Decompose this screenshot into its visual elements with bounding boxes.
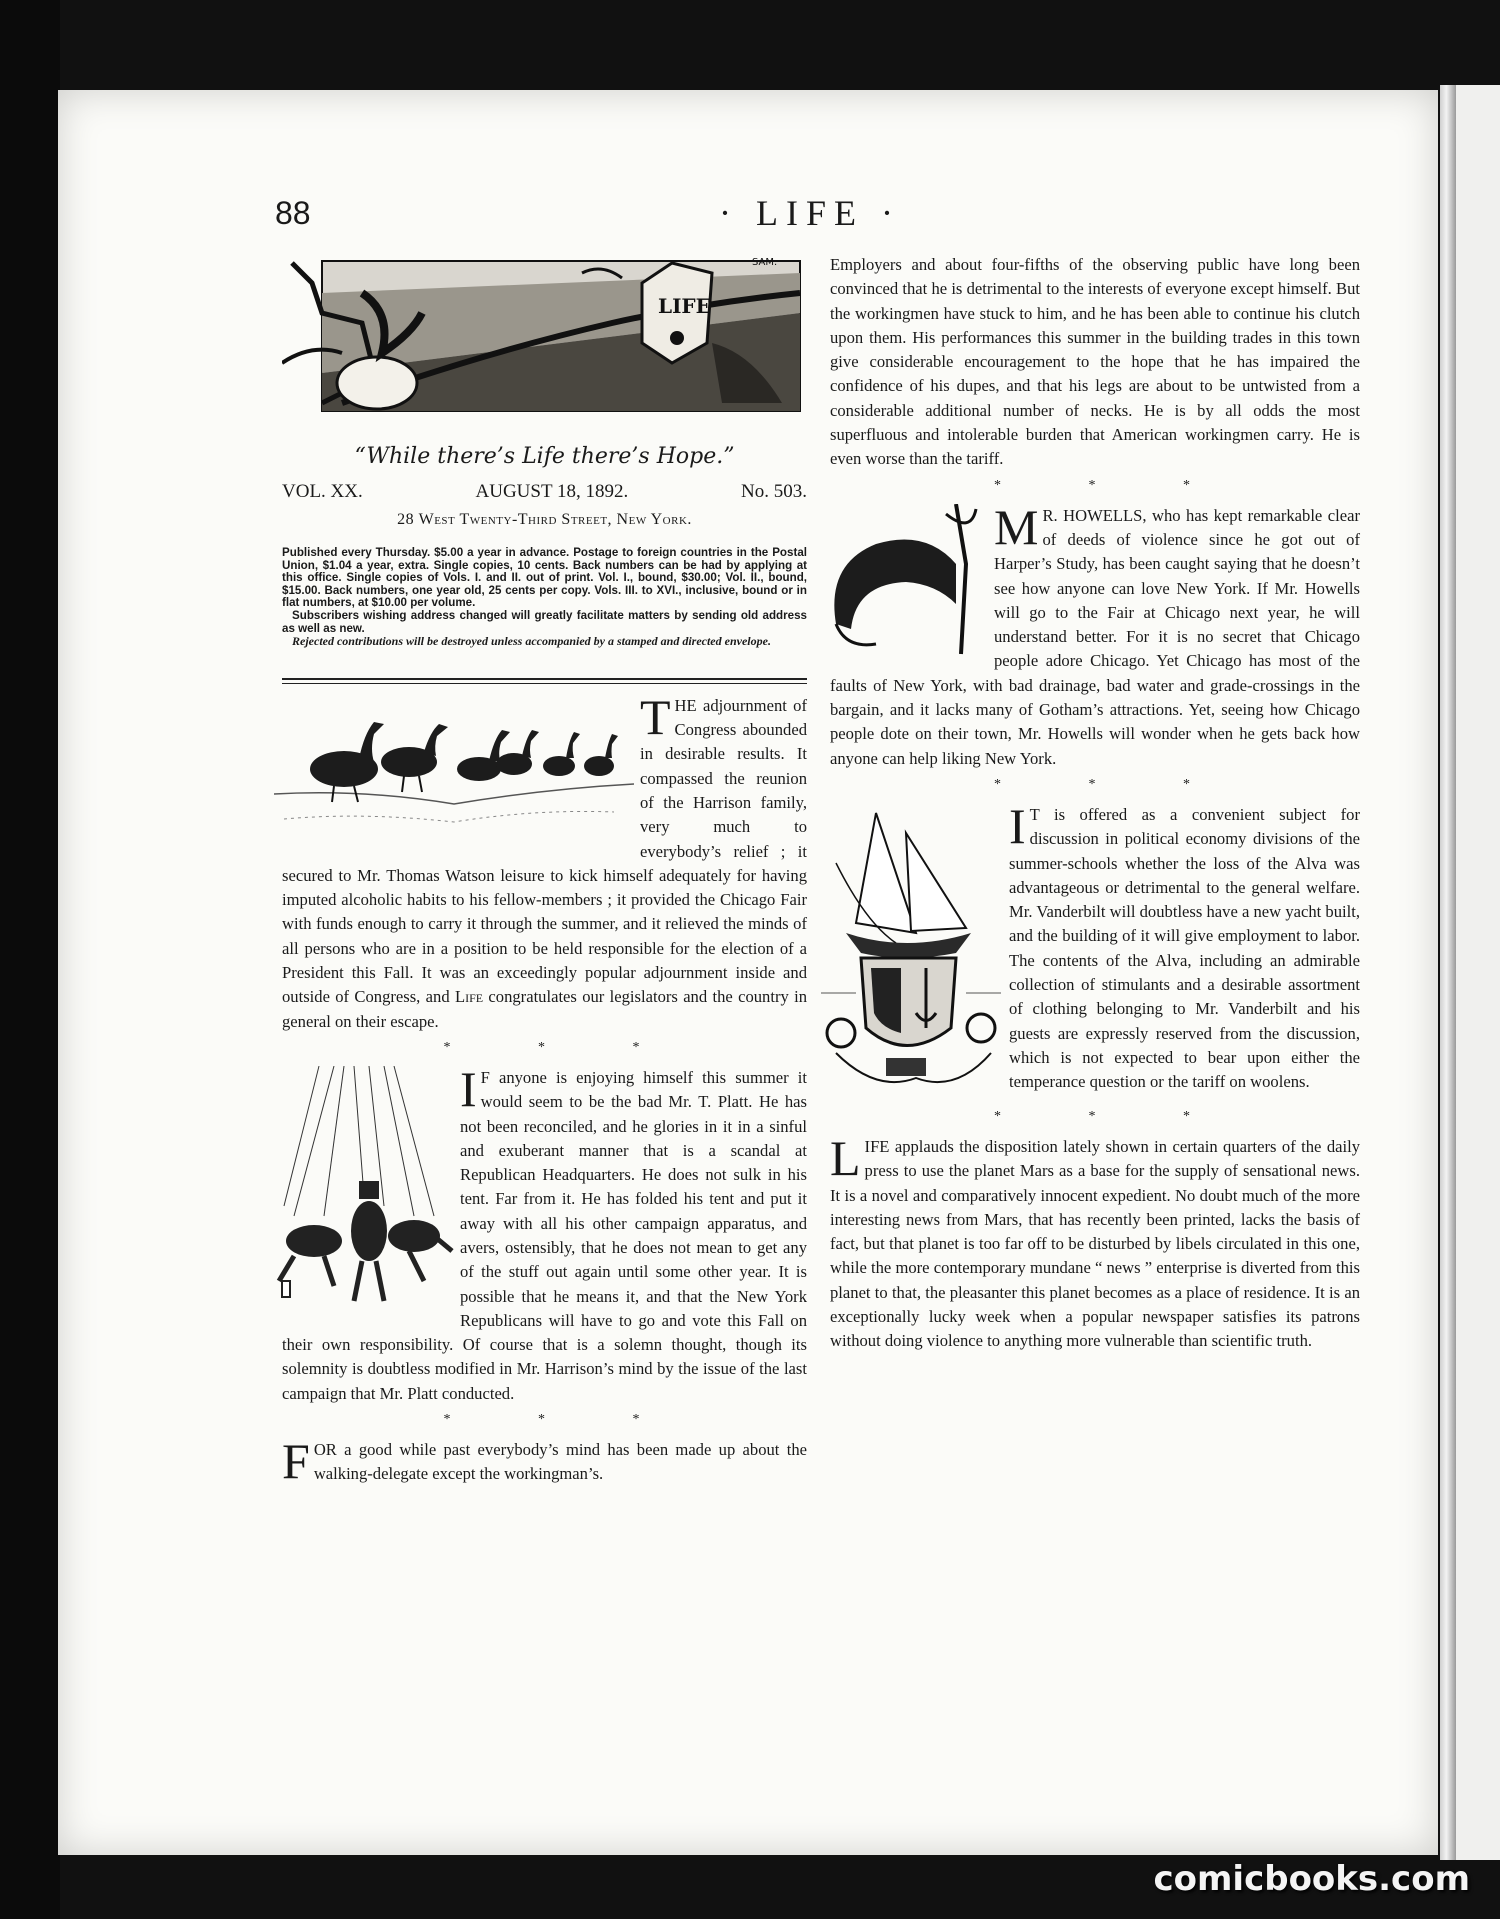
publication-terms: Published every Thursday. $5.00 a year in advance. Postage to foreign countries in the Postal Union, $1.04 a year, extra. Single copies, 10 cents. Back numbers can be had by applying at this office. Single copies of Vols. I. and II. out of print. Vol. I., bound, $30.00; Vol. II., bound, $15.00. Back numbers, one year old, 25 cents per copy. Vols. III. to XVI., inclusive, bound or in flat numbers, at $10.00 per volume.	[282, 546, 807, 610]
congress-text: HE adjournment of Congress abounded in desirable results. It compassed the reunion of the Harrison family, very much to everybody’s relief ; it secured to Mr. Thomas Watson leisure to kick himself adequately for having imputed alcoholic habits to his fellow-members ; it provided the Chicago Fair with funds enough to carry it through the summer, and it relieved the minds of all persons who are in a position to be held responsible for the election of a President this Fall. It was an exceedingly popular adjournment inside and outside of Congress, and	[282, 695, 807, 1007]
howells-text: R. HOWELLS, who has kept remarkable clear of deeds of violence since he got out of Harper’s Study, has been caught saying that he doesn’t see how anyone can love New York. If Mr. Howells will go to the Fair at Chicago next year, he will understand better. For it is no secret that Chicago people adore Chicago. Yet Chicago has most of the faults of New York, with bad drainage, bad water and grade-crossings in the bargain, and it lacks many of Gotham’s attractions. Yet, seeing how Chicago people dote on their town, Mr. Howells will wonder when he gets back how anyone can help liking New York.	[830, 505, 1360, 768]
subscriber-notice: Subscribers wishing address changed will greatly facilitate matters by sending old address as well as new.	[282, 608, 807, 635]
scan-dark-border	[0, 0, 60, 1919]
section-separator: * * *	[994, 1108, 1232, 1124]
motto: “While there’s Life there’s Hope.”	[354, 444, 735, 469]
article-platt	[282, 1060, 807, 1406]
page-number: 88	[275, 195, 311, 231]
dropcap-i: I	[1009, 797, 1026, 854]
marionettes-illustration	[274, 1066, 454, 1311]
article-congress	[282, 688, 808, 1034]
watermark: comicbooks.com	[1153, 1859, 1470, 1899]
congress-text-end: congratulates our legislators and the country in general on their escape.	[282, 987, 808, 1031]
dropcap-f: F	[282, 1433, 310, 1490]
rejected-contributions-notice: Rejected contributions will be destroyed unless accompanied by a stamped and directed envelope.	[292, 634, 771, 649]
shield-text: LIFE	[658, 294, 711, 318]
delegate-text-start: OR a good while past everybody’s mind has been made up about the walking-delegate except the workingman’s.	[313, 1440, 807, 1484]
life-wordmark: Life	[454, 987, 484, 1007]
artist-signature: SAM.	[752, 257, 778, 268]
article-delegate-start	[282, 1433, 807, 1490]
section-separator: * * *	[994, 776, 1232, 792]
office-address	[282, 511, 807, 529]
issue-number: No. 503.	[741, 481, 807, 502]
platt-text: F anyone is enjoying himself this summer it would seem to be the bad Mr. T. Platt. He has not been reconciled, and he glories in it in a sinful and exuberant manner that is a scandal at Republican Headquarters. He does not sulk in his tent. Far from it. He has folded his tent and put it away with all his other campaign apparatus, and avers, ostensibly, that he does not mean to get any of the stuff out again until some other year. It is possible that he means it, and that the New York Republicans will have to go and vote this Fall on their own responsibility. Of course that is a solemn thought, though its solemnity is doubtless modified in Mr. Harrison’s mind by the issue of the last campaign that Mr. Platt conducted.	[282, 1067, 807, 1403]
dropcap-t: T	[640, 688, 671, 745]
delegate-text-continued: Employers and about four-fifths of the observing public have long been convinced that he is detrimental to the interests of everyone except himself. But the workingmen have stuck to him, and he has been able to continue his clutch upon them. His performances this summer in the building trades in this town give considerable encouragement to the hope that he has impaired the confidence of his dupes, and that his legs are about to be untwisted from a considerable additional number of necks. He is by all odds the most superfluous and intolerable burden that American workingmen carry. He is even worse than the tariff.	[830, 255, 1360, 469]
masthead-title: · LIFE ·	[719, 193, 901, 233]
alva-text: T is offered as a convenient subject for discussion in political economy divisions of the summer-schools whether the loss of the Alva was advantageous or detrimental to the general welfare. Mr. Vanderbilt will doubtless have a new yacht built, and the building of it will give employment to labor. The contents of the Alva, including an admirable collection of stimulants and a desirable assortment of clothing belonging to Mr. Vanderbilt and his guests are expressly reserved from the discussion, which is not expected to bear upon either the temperance question or the tariff on woolens.	[1009, 804, 1360, 1092]
right-column	[830, 253, 1360, 1354]
left-column	[282, 253, 808, 1490]
address-street: West Twenty-Third Street, New York.	[418, 511, 692, 528]
article-howells	[830, 498, 1360, 771]
yacht-shield-illustration	[816, 803, 1001, 1103]
mars-text: IFE applauds the disposition lately shown in certain quarters of the daily press to use the planet Mars as a base for the supply of sensational news. It is a novel and comparatively innocent expedient. No doubt much of the more interesting news from Mars, that has recently been printed, lacks the basis of fact, but that planet is too far off to be disturbed by libels circulated in this one, while the more contemporary mundane “ news ” enterprise is diverted from this planet to that, the pleasanter this planet becomes as a place of residence. It is an exceptionally lucky week when a popular newspaper satisfies its patrons without doing violence to anything more vulnerable than scientific truth.	[830, 1136, 1360, 1351]
section-separator: * * *	[443, 1039, 682, 1055]
volume-number: VOL. XX.	[282, 481, 363, 502]
publication-notice	[282, 547, 807, 648]
book-spine	[1440, 85, 1456, 1860]
volume-line	[282, 481, 807, 503]
dropcap-l: L	[830, 1129, 861, 1186]
article-mars	[830, 1129, 1360, 1354]
section-separator: * * *	[994, 477, 1232, 493]
header-illustration	[282, 253, 802, 438]
section-separator: * * *	[443, 1412, 682, 1428]
dropcap-m: M	[994, 498, 1039, 555]
issue-date: AUGUST 18, 1892.	[475, 481, 629, 502]
article-alva	[830, 797, 1360, 1103]
adjacent-page-edge	[1456, 85, 1500, 1860]
geese-illustration	[274, 694, 634, 839]
address-number: 28	[397, 511, 415, 528]
howells-dropcap-illustration	[816, 504, 986, 669]
dropcap-i: I	[460, 1060, 477, 1117]
double-rule-divider	[282, 678, 807, 684]
